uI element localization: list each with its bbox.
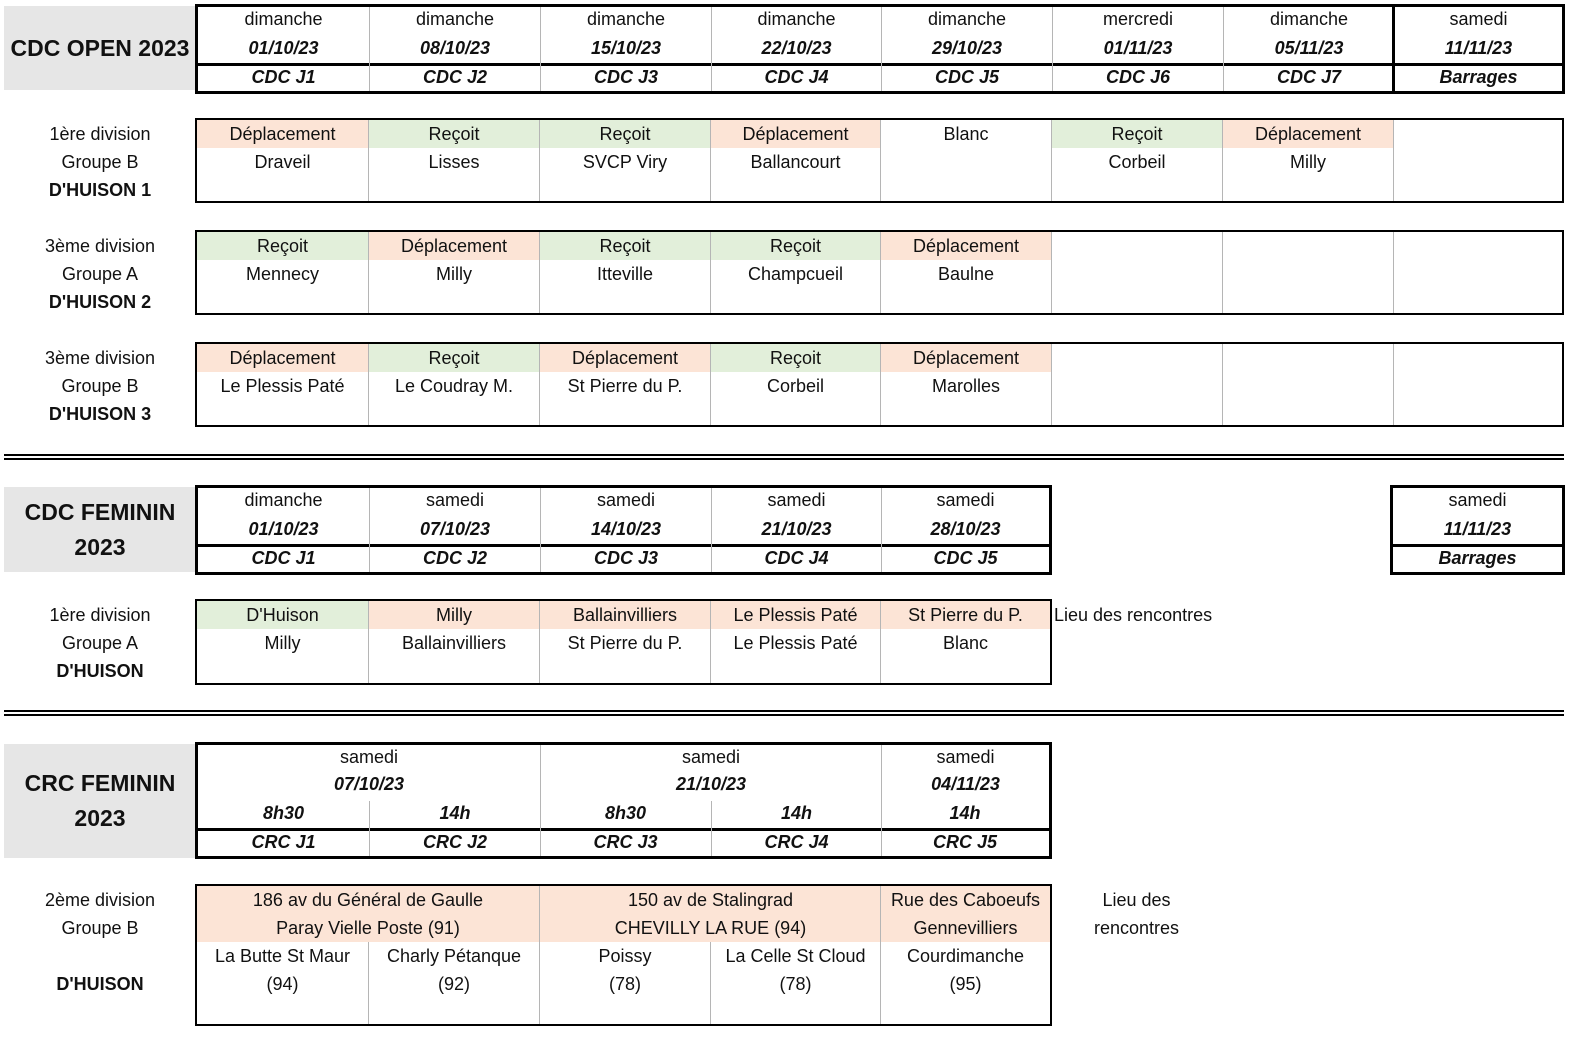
header-col-6 bbox=[1052, 7, 1223, 91]
venue-2 bbox=[539, 886, 881, 942]
header-col-barrages bbox=[1392, 7, 1562, 91]
match-opponent: Baulne bbox=[937, 264, 995, 284]
match-cell bbox=[539, 601, 710, 683]
match-cell bbox=[539, 344, 710, 425]
journee-label: CDC J1 bbox=[251, 67, 316, 87]
title-line-2: 2023 bbox=[74, 805, 126, 831]
match-opponent: St Pierre du P. bbox=[567, 633, 683, 653]
division-label: 3ème division bbox=[44, 348, 156, 368]
team-name: D'HUISON 2 bbox=[48, 292, 152, 312]
cdc-open-title-text: CDC OPEN 2023 bbox=[10, 34, 190, 61]
match-cell bbox=[197, 120, 368, 201]
match-cell bbox=[710, 232, 880, 313]
date-label: 15/10/23 bbox=[590, 38, 662, 58]
match-cell bbox=[880, 120, 1051, 201]
crc-opponent-cell bbox=[539, 942, 710, 1024]
time-label: 14h bbox=[949, 803, 981, 823]
opponent-line-1: Charly Pétanque bbox=[386, 946, 522, 966]
match-cell bbox=[710, 344, 880, 425]
date-label: 04/11/23 bbox=[931, 774, 1000, 794]
match-opponent: Milly bbox=[436, 264, 472, 284]
match-status bbox=[1394, 120, 1564, 148]
journee-label: CDC J7 bbox=[1276, 67, 1342, 87]
match-status: Déplacement bbox=[540, 344, 710, 372]
group-label: Groupe B bbox=[61, 152, 139, 172]
header-col-2 bbox=[369, 7, 540, 91]
match-status: Reçoit bbox=[369, 120, 539, 148]
crc-feminin-title bbox=[4, 744, 196, 858]
header-col-5 bbox=[881, 7, 1052, 91]
crc-venue-note bbox=[1054, 886, 1219, 942]
match-cell bbox=[880, 601, 1050, 683]
match-cell bbox=[1393, 120, 1564, 201]
division-label: 1ère division bbox=[49, 605, 151, 625]
cdc-feminin-header bbox=[195, 485, 1052, 575]
time-label: 8h30 bbox=[604, 803, 647, 823]
match-opponent: Ballainvilliers bbox=[401, 633, 507, 653]
header-col-4 bbox=[711, 7, 881, 91]
group-label: Groupe B bbox=[61, 918, 139, 938]
day-label: dimanche bbox=[244, 490, 323, 510]
match-status bbox=[1394, 344, 1564, 372]
match-cell bbox=[1222, 120, 1393, 201]
crc-team-label bbox=[4, 886, 196, 998]
journee-label: CRC J3 bbox=[593, 832, 658, 852]
day-label: dimanche bbox=[586, 9, 666, 29]
date-label: 01/11/23 bbox=[1103, 38, 1173, 58]
team-name: D'HUISON 1 bbox=[48, 180, 152, 200]
day-label: dimanche bbox=[927, 9, 1007, 29]
match-status: Reçoit bbox=[540, 120, 710, 148]
venue-line-2: Gennevilliers bbox=[913, 918, 1018, 938]
day-label: samedi bbox=[596, 490, 656, 510]
team-name: D'HUISON bbox=[56, 661, 144, 681]
match-opponent: St Pierre du P. bbox=[567, 376, 683, 396]
team-3-schedule bbox=[195, 342, 1564, 427]
date-label: 07/10/23 bbox=[333, 774, 405, 794]
cdc-feminin-title bbox=[4, 487, 196, 572]
day-label: dimanche bbox=[415, 9, 495, 29]
division-label: 2ème division bbox=[44, 890, 156, 910]
journee-label: Barrages bbox=[1438, 548, 1517, 568]
match-status: Reçoit bbox=[711, 344, 880, 372]
match-opponent bbox=[1394, 260, 1564, 288]
match-cell bbox=[880, 344, 1051, 425]
date-label: 21/10/23 bbox=[675, 774, 747, 794]
opponent-line-1: Courdimanche bbox=[906, 946, 1025, 966]
venue-line-1: 150 av de Stalingrad bbox=[627, 890, 794, 910]
match-status bbox=[1223, 232, 1393, 260]
journee-label: CDC J6 bbox=[1105, 67, 1171, 87]
crc-feminin-header bbox=[195, 742, 1052, 859]
match-cell bbox=[368, 344, 539, 425]
team-1-schedule bbox=[195, 118, 1564, 203]
match-opponent: SVCP Viry bbox=[582, 152, 668, 172]
match-status: Reçoit bbox=[540, 232, 710, 260]
match-opponent: Le Coudray M. bbox=[394, 376, 514, 396]
header-col-2 bbox=[369, 488, 540, 572]
match-cell bbox=[1222, 344, 1393, 425]
match-cell bbox=[1051, 120, 1222, 201]
match-cell bbox=[1222, 232, 1393, 313]
match-status bbox=[1223, 344, 1393, 372]
journee-label: CRC J2 bbox=[422, 832, 488, 852]
match-opponent: Le Plessis Paté bbox=[733, 633, 858, 653]
match-opponent: Draveil bbox=[254, 152, 311, 172]
cdc-feminin-barrages-header bbox=[1390, 485, 1565, 575]
day-label: samedi bbox=[936, 490, 995, 510]
match-opponent bbox=[881, 148, 1051, 176]
feminin-team-schedule bbox=[195, 599, 1052, 685]
match-status: Blanc bbox=[943, 124, 989, 144]
opponent bbox=[197, 942, 368, 998]
time-label: 14h bbox=[780, 803, 813, 823]
section-divider bbox=[4, 710, 1564, 716]
header-col-1 bbox=[198, 7, 369, 91]
header-separator bbox=[1393, 544, 1562, 547]
match-status: Déplacement bbox=[197, 344, 368, 372]
match-status: Déplacement bbox=[881, 344, 1051, 372]
match-opponent bbox=[1223, 372, 1393, 400]
match-status: Déplacement bbox=[1223, 120, 1393, 148]
group-label: Groupe B bbox=[61, 376, 139, 396]
opponent-line-2: (92) bbox=[437, 974, 470, 994]
date-label: 08/10/23 bbox=[419, 38, 491, 58]
title-line-2: 2023 bbox=[74, 533, 126, 560]
division-label: 1ère division bbox=[49, 124, 151, 144]
opponent-line-2: (78) bbox=[608, 974, 641, 994]
venue-note: Lieu des rencontres bbox=[1054, 605, 1213, 625]
header-col-3 bbox=[540, 7, 711, 91]
match-opponent: Lisses bbox=[428, 152, 480, 172]
match-status: Reçoit bbox=[711, 232, 880, 260]
match-status: Déplacement bbox=[881, 232, 1051, 260]
date-label: 14/10/23 bbox=[590, 519, 662, 539]
header-col-1 bbox=[198, 488, 369, 572]
day-label: samedi bbox=[425, 490, 485, 510]
match-status: Reçoit bbox=[369, 344, 539, 372]
journee-label: CRC J5 bbox=[932, 832, 998, 852]
match-cell bbox=[539, 120, 710, 201]
match-opponent: Marolles bbox=[931, 376, 1001, 396]
day-label: samedi bbox=[936, 747, 995, 767]
journee-label: CDC J4 bbox=[764, 548, 829, 568]
header-col-3 bbox=[540, 488, 711, 572]
match-opponent: Champcueil bbox=[747, 264, 844, 284]
time-label: 8h30 bbox=[262, 803, 305, 823]
title-line-1: CDC FEMININ bbox=[24, 498, 176, 525]
match-status: Reçoit bbox=[197, 232, 368, 260]
crc-opponent-cell bbox=[880, 942, 1050, 1024]
venue-line-1: 186 av du Général de Gaulle bbox=[252, 890, 484, 910]
match-cell bbox=[368, 232, 539, 313]
match-venue: St Pierre du P. bbox=[881, 601, 1050, 629]
match-opponent: Milly bbox=[1290, 152, 1326, 172]
match-status: Déplacement bbox=[711, 120, 880, 148]
crc-opponent-cell bbox=[368, 942, 539, 1024]
slot-2 bbox=[369, 801, 540, 856]
day-label: dimanche bbox=[757, 9, 836, 29]
opponent-line-2: (95) bbox=[949, 974, 982, 994]
day-label: mercredi bbox=[1102, 9, 1173, 29]
match-cell bbox=[880, 232, 1051, 313]
match-opponent: Milly bbox=[264, 633, 301, 653]
team-name: D'HUISON 3 bbox=[48, 404, 152, 424]
opponent-line-2: (78) bbox=[779, 974, 812, 994]
venue-line-2: Paray Vielle Poste (91) bbox=[276, 918, 460, 938]
crc-team-schedule bbox=[195, 884, 1052, 1026]
feminin-team-label bbox=[4, 601, 196, 685]
slot-4 bbox=[711, 801, 881, 856]
section-divider bbox=[4, 454, 1564, 460]
match-cell bbox=[368, 120, 539, 201]
match-opponent: Itteville bbox=[596, 264, 654, 284]
date-label: 01/10/23 bbox=[248, 519, 319, 539]
date-label: 21/10/23 bbox=[761, 519, 832, 539]
match-status: Déplacement bbox=[369, 232, 539, 260]
venue-note-line-1: Lieu des bbox=[1102, 890, 1171, 910]
header-col-4 bbox=[711, 488, 881, 572]
match-opponent: Ballancourt bbox=[750, 152, 841, 172]
journee-label: CRC J4 bbox=[764, 832, 829, 852]
opponent bbox=[369, 942, 539, 998]
day-label: dimanche bbox=[244, 9, 323, 29]
match-opponent: Mennecy bbox=[245, 264, 320, 284]
team-2-schedule bbox=[195, 230, 1564, 315]
journee-label: CDC J1 bbox=[251, 548, 316, 568]
opponent bbox=[540, 942, 710, 998]
date-label: 28/10/23 bbox=[930, 519, 1001, 539]
group-label: Groupe A bbox=[61, 633, 139, 653]
match-cell bbox=[368, 601, 539, 683]
match-opponent: Le Plessis Paté bbox=[220, 376, 345, 396]
match-opponent: Corbeil bbox=[766, 376, 825, 396]
opponent-line-1: La Butte St Maur bbox=[214, 946, 351, 966]
day-label: dimanche bbox=[1269, 9, 1349, 29]
match-cell bbox=[710, 120, 880, 201]
date-label: 29/10/23 bbox=[931, 38, 1003, 58]
header-col-5 bbox=[881, 488, 1049, 572]
journee-label: CDC J3 bbox=[593, 548, 659, 568]
match-cell bbox=[539, 232, 710, 313]
match-status: Déplacement bbox=[197, 120, 368, 148]
team-name: D'HUISON bbox=[56, 974, 144, 994]
match-opponent bbox=[1394, 148, 1564, 176]
day-label: samedi bbox=[339, 747, 399, 767]
header-col-7 bbox=[1223, 7, 1394, 91]
venue-3 bbox=[880, 886, 1050, 942]
division-label: 3ème division bbox=[44, 236, 156, 256]
match-status bbox=[1394, 232, 1564, 260]
match-venue: Le Plessis Paté bbox=[711, 601, 880, 629]
journee-label: Barrages bbox=[1439, 67, 1518, 87]
match-opponent bbox=[1052, 372, 1222, 400]
journee-label: CDC J5 bbox=[933, 548, 998, 568]
journee-label: CDC J2 bbox=[422, 548, 488, 568]
group-label: Groupe A bbox=[61, 264, 139, 284]
day-label: samedi bbox=[767, 490, 826, 510]
match-cell bbox=[197, 601, 368, 683]
match-opponent bbox=[1223, 260, 1393, 288]
venue-line-1: Rue des Caboeufs bbox=[890, 890, 1041, 910]
match-cell bbox=[197, 232, 368, 313]
match-venue: D'Huison bbox=[197, 601, 368, 629]
title-line-1: CRC FEMININ bbox=[24, 770, 176, 796]
date-label: 01/10/23 bbox=[248, 38, 319, 58]
match-cell bbox=[1393, 232, 1564, 313]
opponent-line-2: (94) bbox=[266, 974, 299, 994]
journee-label: CRC J1 bbox=[251, 832, 316, 852]
match-opponent: Blanc bbox=[942, 633, 989, 653]
match-cell bbox=[197, 344, 368, 425]
venue-line-2: CHEVILLY LA RUE (94) bbox=[614, 918, 807, 938]
opponent-line-1: La Celle St Cloud bbox=[725, 946, 866, 966]
match-opponent bbox=[1394, 372, 1564, 400]
date-label: 05/11/23 bbox=[1274, 38, 1344, 58]
journee-label: CDC J4 bbox=[764, 67, 829, 87]
date-label: 07/10/23 bbox=[419, 519, 491, 539]
journee-label: CDC J5 bbox=[934, 67, 1000, 87]
match-status bbox=[1052, 232, 1222, 260]
crc-opponent-cell bbox=[710, 942, 880, 1024]
match-opponent: Corbeil bbox=[1108, 152, 1166, 172]
day-label: samedi bbox=[681, 747, 741, 767]
cdc-open-title bbox=[4, 6, 196, 90]
date-label: 11/11/23 bbox=[1443, 519, 1512, 539]
date-label: 22/10/23 bbox=[761, 38, 832, 58]
day-label: samedi bbox=[1449, 9, 1508, 29]
team-1-label bbox=[4, 120, 196, 204]
opponent-line-1: Poissy bbox=[598, 946, 652, 966]
match-status: Reçoit bbox=[1052, 120, 1222, 148]
day-label: samedi bbox=[1448, 490, 1507, 510]
match-opponent bbox=[1052, 260, 1222, 288]
opponent bbox=[711, 942, 880, 998]
match-cell bbox=[1051, 344, 1222, 425]
match-cell bbox=[1393, 344, 1564, 425]
opponent bbox=[881, 942, 1050, 998]
match-cell bbox=[1051, 232, 1222, 313]
cdc-open-header bbox=[195, 4, 1565, 94]
journee-label: CDC J3 bbox=[593, 67, 659, 87]
journee-label: CDC J2 bbox=[422, 67, 488, 87]
time-label: 14h bbox=[439, 803, 471, 823]
team-2-label bbox=[4, 232, 196, 316]
match-venue: Milly bbox=[369, 601, 539, 629]
slot-1 bbox=[198, 801, 369, 856]
team-3-label bbox=[4, 344, 196, 428]
venue-note-line-2: rencontres bbox=[1093, 918, 1180, 938]
crc-opponent-cell bbox=[197, 886, 368, 1024]
slot-5 bbox=[881, 801, 1049, 856]
match-venue: Ballainvilliers bbox=[540, 601, 710, 629]
match-status bbox=[1052, 344, 1222, 372]
slot-3 bbox=[540, 801, 711, 856]
match-cell bbox=[710, 601, 880, 683]
date-label: 11/11/23 bbox=[1444, 38, 1513, 58]
